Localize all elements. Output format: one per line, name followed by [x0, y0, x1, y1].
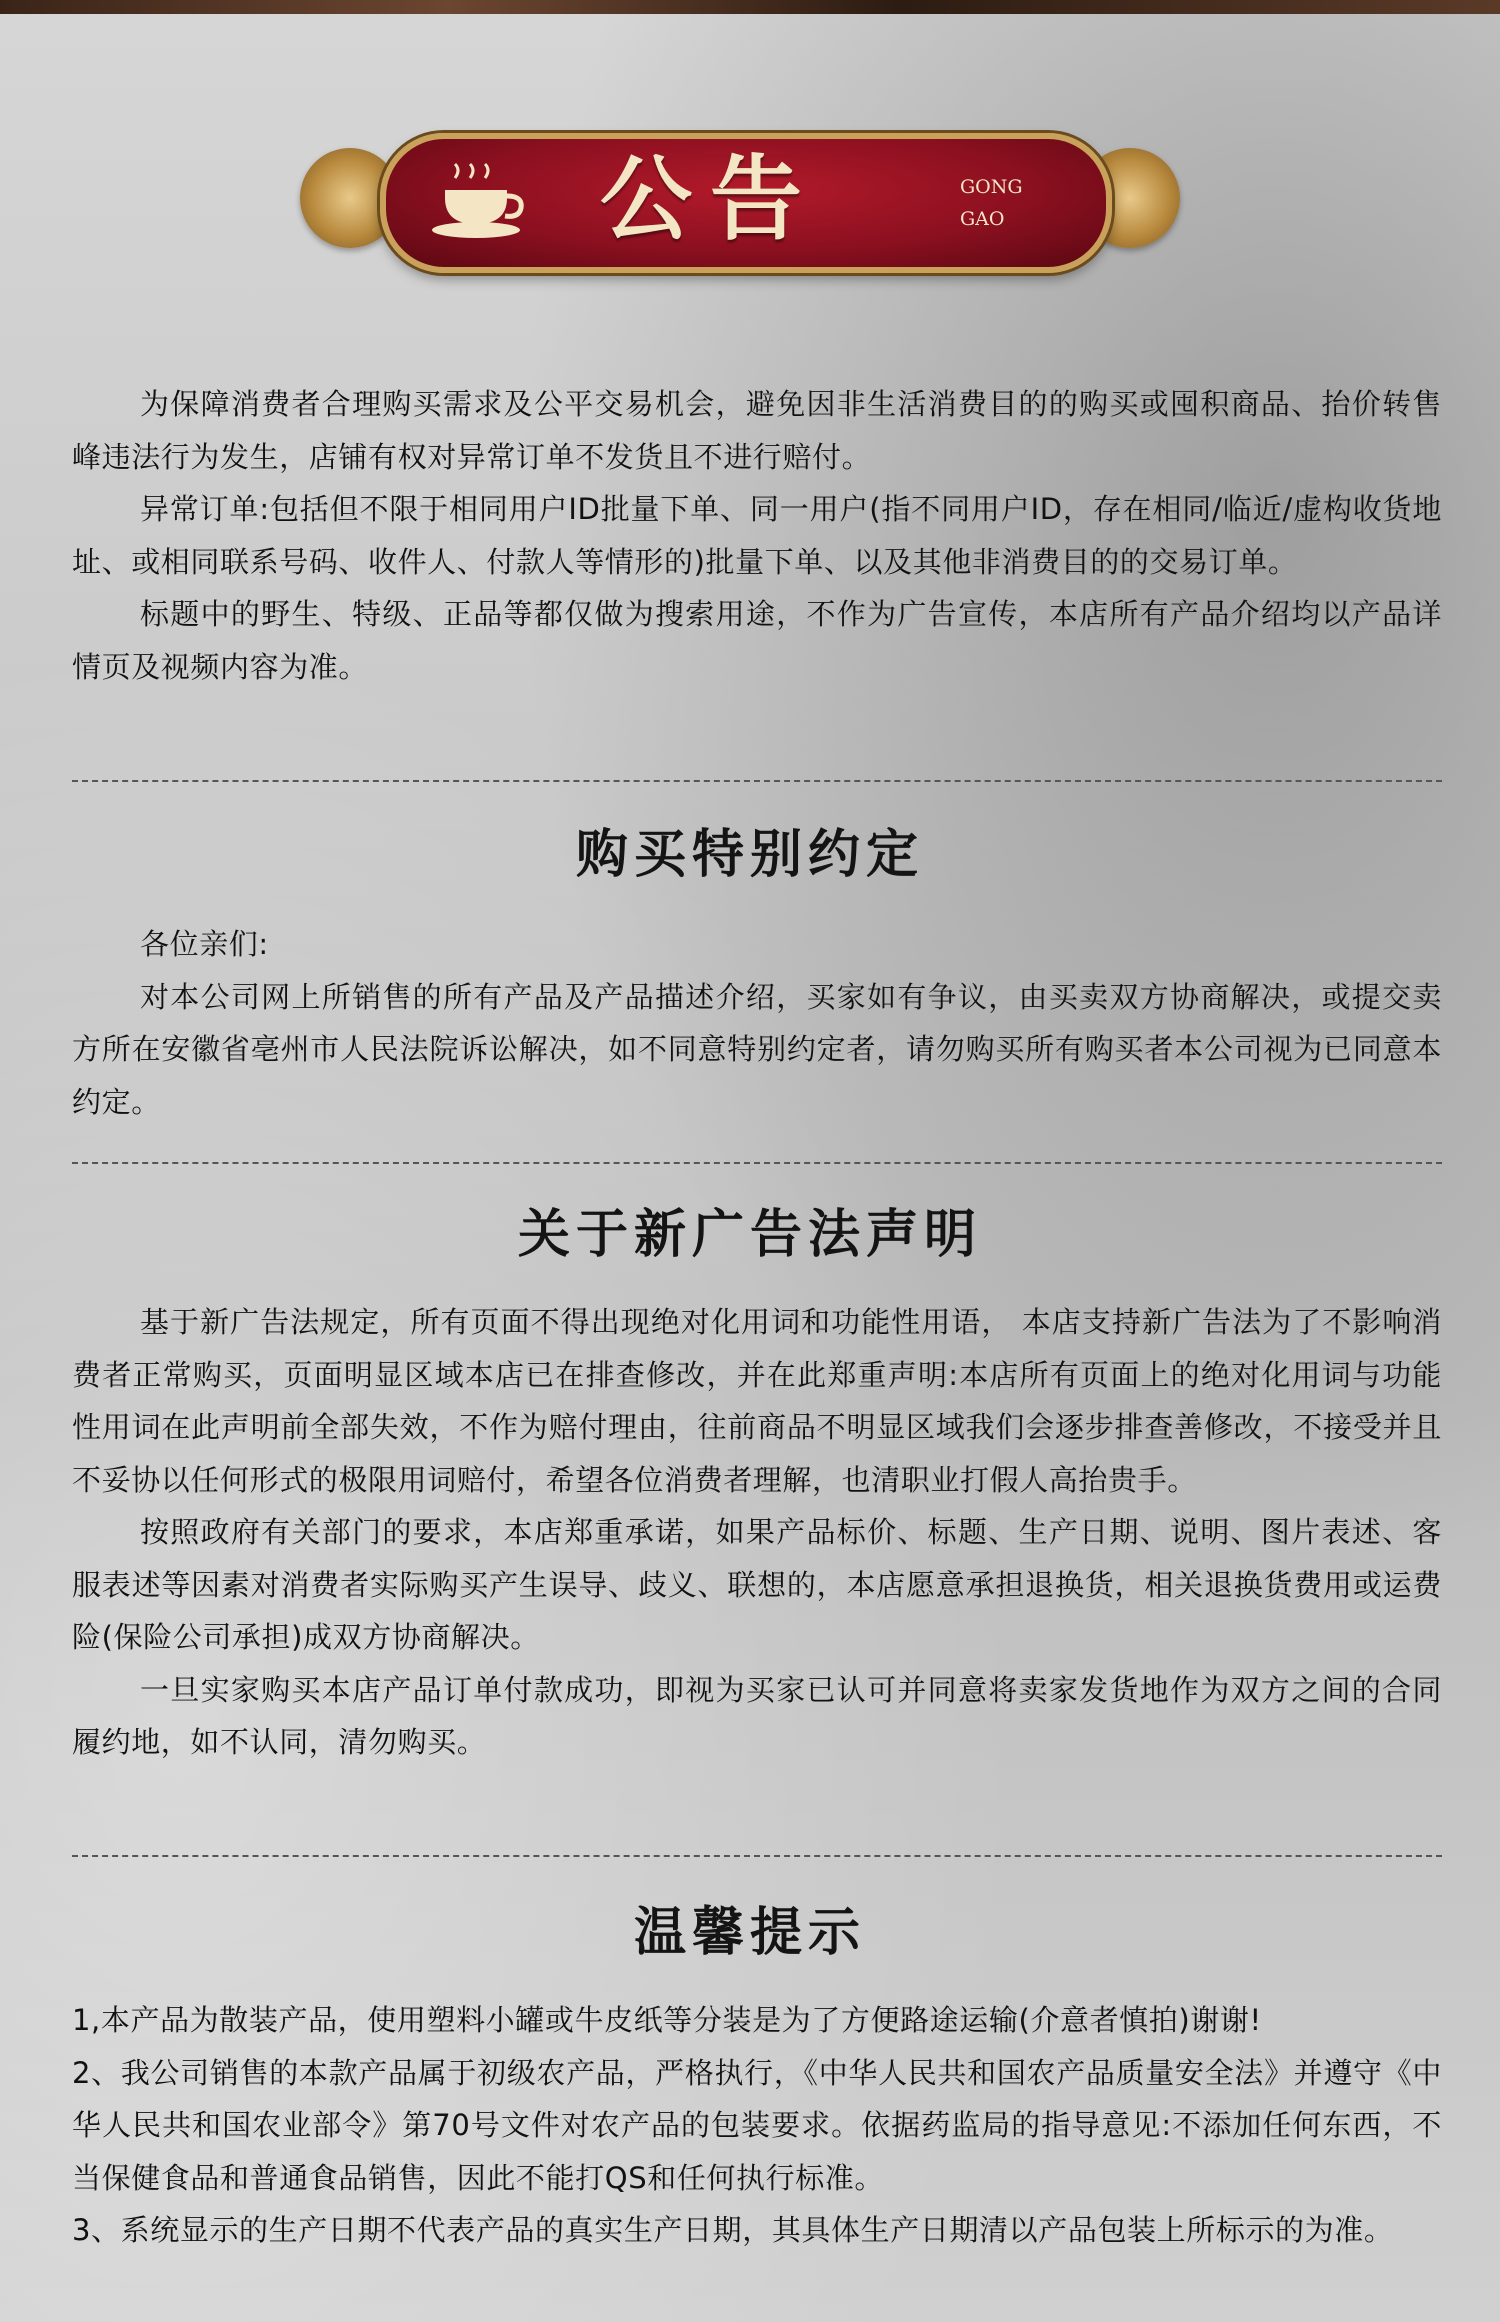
ad-law-section	[72, 1296, 1442, 1769]
ad-law-title: 关于新广告法声明	[517, 1204, 982, 1265]
notice-paragraph-3: 标题中的野生、特级、正品等都仅做为搜索用途，不作为广告宣传，本店所有产品介绍均以产品详情页及视频内容为准。	[72, 597, 1442, 684]
banner-title: 公告	[600, 145, 821, 253]
tips-section	[72, 1994, 1442, 2257]
ad-law-paragraph-2: 按照政府有关部门的要求，本店郑重承诺，如果产品标价、标题、生产日期、说明、图片表述、客服表述等因素对消费者实际购买产生误导、歧义、联想的，本店愿意承担退换货，相关退换货费用或运费险(保险公司承担)成双方协商解决。	[72, 1515, 1442, 1654]
special-agreement-greeting: 各位亲们:	[140, 927, 269, 961]
notice-paragraph-1: 为保障消费者合理购买需求及公平交易机会，避免因非生活消费目的的购买或囤积商品、抬价转售峰违法行为发生，店铺有权对异常订单不发货且不进行赔付。	[72, 387, 1442, 474]
notice-section	[72, 378, 1442, 693]
banner-subtitle-line1: GONG	[960, 176, 1023, 198]
ad-law-paragraph-3: 一旦实家购买本店产品订单付款成功，即视为买家已认可并同意将卖家发货地作为双方之间的合同履约地，如不认同，清勿购买。	[72, 1672, 1442, 1759]
top-decorative-strip	[0, 0, 1500, 14]
special-agreement-section	[72, 918, 1442, 1128]
coffee-cup-icon	[425, 148, 535, 248]
tips-item-1: 1,本产品为散装产品，使用塑料小罐或牛皮纸等分装是为了方便路途运输(介意者慎拍)谢谢!	[72, 2003, 1262, 2037]
tips-title: 温馨提示	[633, 1902, 866, 1963]
announcement-banner	[300, 118, 1180, 278]
banner-subtitle-line2: GAO	[960, 208, 1005, 230]
special-agreement-body: 对本公司网上所销售的所有产品及产品描述介绍，买家如有争议，由买卖双方协商解决，或提交卖方所在安徽省亳州市人民法院诉讼解决，如不同意特别约定者，请勿购买所有购买者本公司视为已同意本约定。	[72, 979, 1442, 1119]
special-agreement-title: 购买特别约定	[575, 824, 924, 885]
dashed-divider-3	[72, 1855, 1442, 1857]
notice-paragraph-2: 异常订单:包括但不限于相同用户ID批量下单、同一用户(指不同用户ID，存在相同/临近/虚构收货地址、或相同联系号码、收件人、付款人等情形的)批量下单、以及其他非消费目的的交易订单。	[72, 492, 1442, 579]
ad-law-paragraph-1: 基于新广告法规定，所有页面不得出现绝对化用词和功能性用语， 本店支持新广告法为了不影响消费者正常购买，页面明显区域本店已在排查修改，并在此郑重声明:本店所有页面上的绝对化用词与功能性用词在此声明前全部失效，不作为赔付理由，往前商品不明显区域我们会逐步排查善修改，不接受并且不妥协以任何形式的极限用词赔付，希望各位消费者理解，也清职业打假人高抬贵手。	[72, 1305, 1442, 1497]
tips-item-3: 3、系统显示的生产日期不代表产品的真实生产日期，其具体生产日期清以产品包装上所标示的为准。	[72, 2213, 1394, 2247]
dashed-divider-2	[72, 1162, 1442, 1164]
dashed-divider-1	[72, 780, 1442, 782]
tips-item-2: 2、我公司销售的本款产品属于初级农产品，严格执行，《中华人民共和国农产品质量安全法》并遵守《中华人民共和国农业部令》第70号文件对农产品的包装要求。依据药监局的指导意见:不添加任何东西，不当保健食品和普通食品销售，因此不能打QS和任何执行标准。	[72, 2055, 1442, 2195]
